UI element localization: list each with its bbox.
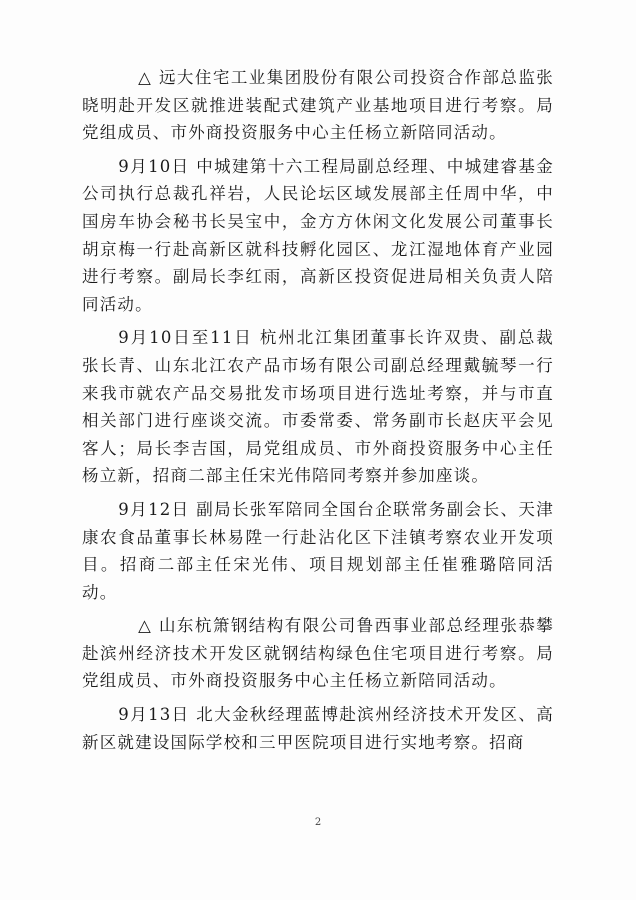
paragraph-sep-13: 9月13日 北大金秋经理蓝博赴滨州经济技术开发区、高新区就建设国际学校和三甲医院项目进行实地考察。招商 [82, 705, 554, 752]
paragraph-sep-10: 9月10日 中城建第十六工程局副总经理、中城建睿基金公司执行总裁孔祥岩，人民论坛区域发展部主任周中华，中国房车协会秘书长吴宝中，金方方休闲文化发展公司董事长胡京梅一行赴高新区就科技孵化园区、龙江湿地体育产业园进行考察。副局长李红雨，高新区投资促进局相关负责人陪同活动。 [82, 156, 554, 314]
document-body [82, 64, 554, 762]
paragraph-hangxiao-visit: △ 山东杭箫钢结构有限公司鲁西事业部总经理张恭攀赴滨州经济技术开发区就钢结构绿色住宅项目进行考察。局党组成员、市外商投资服务中心主任杨立新陪同活动。 [82, 616, 554, 691]
page-number: 2 [314, 817, 322, 828]
paragraph-sep-10-11: 9月10日至11日 杭州北江集团董事长许双贵、副总裁张长青、山东北江农产品市场有限公司副总经理戴毓琴一行来我市就农产品交易批发市场项目进行选址考察，并与市直相关部门进行座谈交流。市委常委、常务副市长赵庆平会见客人；局长李吉国，局党组成员、市外商投资服务中心主任杨立新，招商二部主任宋光伟陪同考察并参加座谈。 [82, 328, 554, 486]
paragraph-sep-12: 9月12日 副局长张军陪同全国台企联常务副会长、天津康农食品董事长林易陞一行赴沾化区下洼镇考察农业开发项目。招商二部主任宋光伟、项目规划部主任崔雅璐陪同活动。 [82, 499, 554, 602]
paragraph-yuanda-visit: △ 远大住宅工业集团股份有限公司投资合作部总监张晓明赴开发区就推进装配式建筑产业基地项目进行考察。局党组成员、市外商投资服务中心主任杨立新陪同活动。 [82, 68, 554, 143]
